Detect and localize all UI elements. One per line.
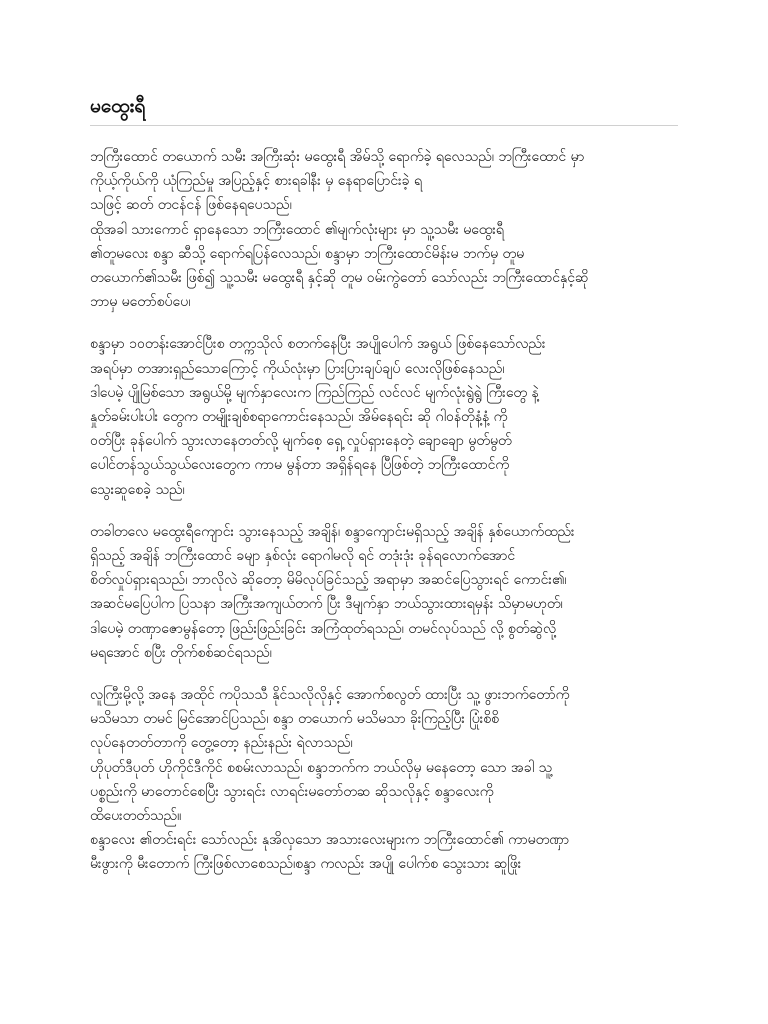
paragraph-1 <box>90 145 678 314</box>
text-line: ကိုယ့်ကိုယ်ကို ယုံကြည်မှု အပြည့်နှင့် စားရခါနီး မှ နေရာပြောင်းခဲ့ ရ <box>90 173 423 190</box>
text-line: စန္ဒာလေး ၏တင်းရင်း သော်လည်း နုအိလှသော အသားလေးများက ဘကြီးထောင်၏ ကာမတဏှာ <box>90 832 570 849</box>
text-line: ပေါင်တန်သွယ်သွယ်လေးတွေက ကာမ မွန်တာ အရှိန်ရနေ ပြီဖြစ်တဲ့ ဘကြီးထောင်ကို <box>90 457 510 474</box>
text-line: သွေးဆူစေခဲ့ သည်၊ <box>90 481 185 498</box>
text-line: ၏တူမလေး စန္ဒာ ဆီသို့ ရောက်ရပြန်လေသည်၊ စန္ဒာမှာ ဘကြီးထောင်မိန်းမ ဘက်မှ တူမ <box>90 245 525 262</box>
paragraph-2 <box>90 332 678 501</box>
text-line: မရအောင် စပြီး တိုက်စစ်ဆင်ရသည်၊ <box>90 644 272 661</box>
text-line: စန္ဒာမှာ ၁၀တန်းအောင်ပြီးစ တက္ကသိုလ် စတက်နေပြီး အပျိုပေါက် အရွယ် ဖြစ်နေသော်လည်း <box>90 336 546 353</box>
text-line: ထိုအခါ သားကောင် ရှာနေသော ဘကြီးထောင် ၏မျက်လုံးများ မှာ သူ့သမီး မထွေးရီ <box>90 221 504 238</box>
text-line: ထိပေးတတ်သည်။ <box>90 808 182 825</box>
text-line: စိတ်လှုပ်ရှားရသည်၊ ဘာလိုလဲ ဆိုတော့ မိမိလုပ်ခြင်သည့် အရာမှာ အဆင်ပြေသွားရင် ကောင်း၏၊ <box>90 572 567 589</box>
paragraph-3 <box>90 520 678 665</box>
paragraph-4 <box>90 683 678 877</box>
text-line: ဝတ်ပြီး ခုန်ပေါက် သွားလာနေတတ်လို့ မျက်စေ့ ရှေ့ လှုပ်ရှားနေတဲ့ ချောချော မွတ်မွတ် <box>90 433 512 450</box>
text-line: ဘကြီးထောင် တယောက် သမီး အကြီးဆုံး မထွေးရီ အိမ်သို့ ရောက်ခဲ့ ရလေသည်၊ ဘကြီးထောင် မှာ <box>90 149 585 165</box>
text-line: ရှိသည့် အချိန် ဘကြီးထောင် ခမျာ နှစ်လုံး ရောဂါမလို ရင် တဒုံးဒုံး ခုန်ရလောက်အောင် <box>90 548 516 565</box>
text-line: မသိမသာ တမင် မြင်အောင်ပြသည်၊ စန္ဒာ တယောက် မသိမသာ ခိုးကြည့်ပြီး ပြုံးစိစိ <box>90 711 500 728</box>
document-page <box>90 0 678 1024</box>
article-body <box>90 145 678 895</box>
text-line: တယောက်၏သမီး ဖြစ်၍ သူ့သမီး မထွေးရီ နှင့်ဆို တူမ ဝမ်းကွဲတော် သော်လည်း ဘကြီးထောင်နှင့်ဆို <box>90 270 589 287</box>
text-line: မီးဖွားကို မီးတောက် ကြီးဖြစ်လာစေသည်၊စန္ဒာ ကလည်း အပျို ပေါက်စ သွေးသား ဆူဖြိုး <box>90 856 522 873</box>
title-divider <box>90 125 678 126</box>
text-line: လုပ်နေတတ်တာကို တွေ့တော့ နည်းနည်း ရဲလာသည်၊ <box>90 735 353 752</box>
text-line: အဆင်မပြေပါက ပြသနာ အကြီးအကျယ်တက် ပြီး ဒီမျက်နှာ ဘယ်သွားထားရမှန်း သိမှာမဟုတ်၊ <box>90 596 563 613</box>
text-line: လူကြီးမို့လို့ အနေ အထိုင် ကပိုသသီ နိုင်သလိုလိုနှင့် အောက်စလွတ် ထားပြီး သူ့ ဖွားဘက်တော်ကို <box>90 687 570 704</box>
text-line: ဒါပေမဲ့ ပျိုမြစ်သော အရွယ်မို့ မျက်နှာလေးက ကြည်ကြည် လင်လင် မျက်လုံးရွဲရွဲ ကြီးတွေ နဲ့ <box>90 384 539 401</box>
text-line: ဟိုပုတ်ဒီပုတ် ဟိုကိုင်ဒီကိုင် စစမ်းလာသည်၊ စန္ဒာဘက်က ဘယ်လိုမှ မနေတော့ သော အခါ သူ့ <box>90 759 553 776</box>
text-line: ပစ္စည်းကို မာတောင်စေပြီး သွားရင်း လာရင်းမတော်တဆ ဆိုသလိုနှင့် စန္ဒာလေးကို <box>90 783 494 800</box>
text-line: တခါတလေ မထွေးရီကျောင်း သွားနေသည့် အချိန်၊ စန္ဒာကျောင်းမရှိသည့် အချိန် နှစ်ယောက်ထည်း <box>90 523 575 540</box>
text-line: ဒါပေမဲ့ တဏှာဇောမွန်တော့ ဖြည်းဖြည်းခြင်း အကြံထုတ်ရသည်၊ တမင်လုပ်သည် လို့ စွတ်ဆွဲလို့ <box>90 620 557 637</box>
text-line: သဖြင့် ဆတ် တငန်ငန် ဖြစ်နေရပေသည်၊ <box>90 197 292 214</box>
text-line: အရပ်မှာ တအားရှည်သောကြောင့် ကိုယ်လုံးမှာ ပြားပြားချပ်ချပ် လေးလိုဖြစ်နေသည်၊ <box>90 360 505 377</box>
text-line: ဘာမှ မတော်စပ်ပေ၊ <box>90 294 191 311</box>
text-line: နှုတ်ခမ်းပါးပါး တွေက တမျိုးချစ်စရာကောင်းနေသည်၊ အိမ်နေရင်း ဆို ဂါဝန်တိုနံ့နံ့ ကို <box>90 409 508 426</box>
page-title: မထွေးရီ <box>90 95 146 117</box>
